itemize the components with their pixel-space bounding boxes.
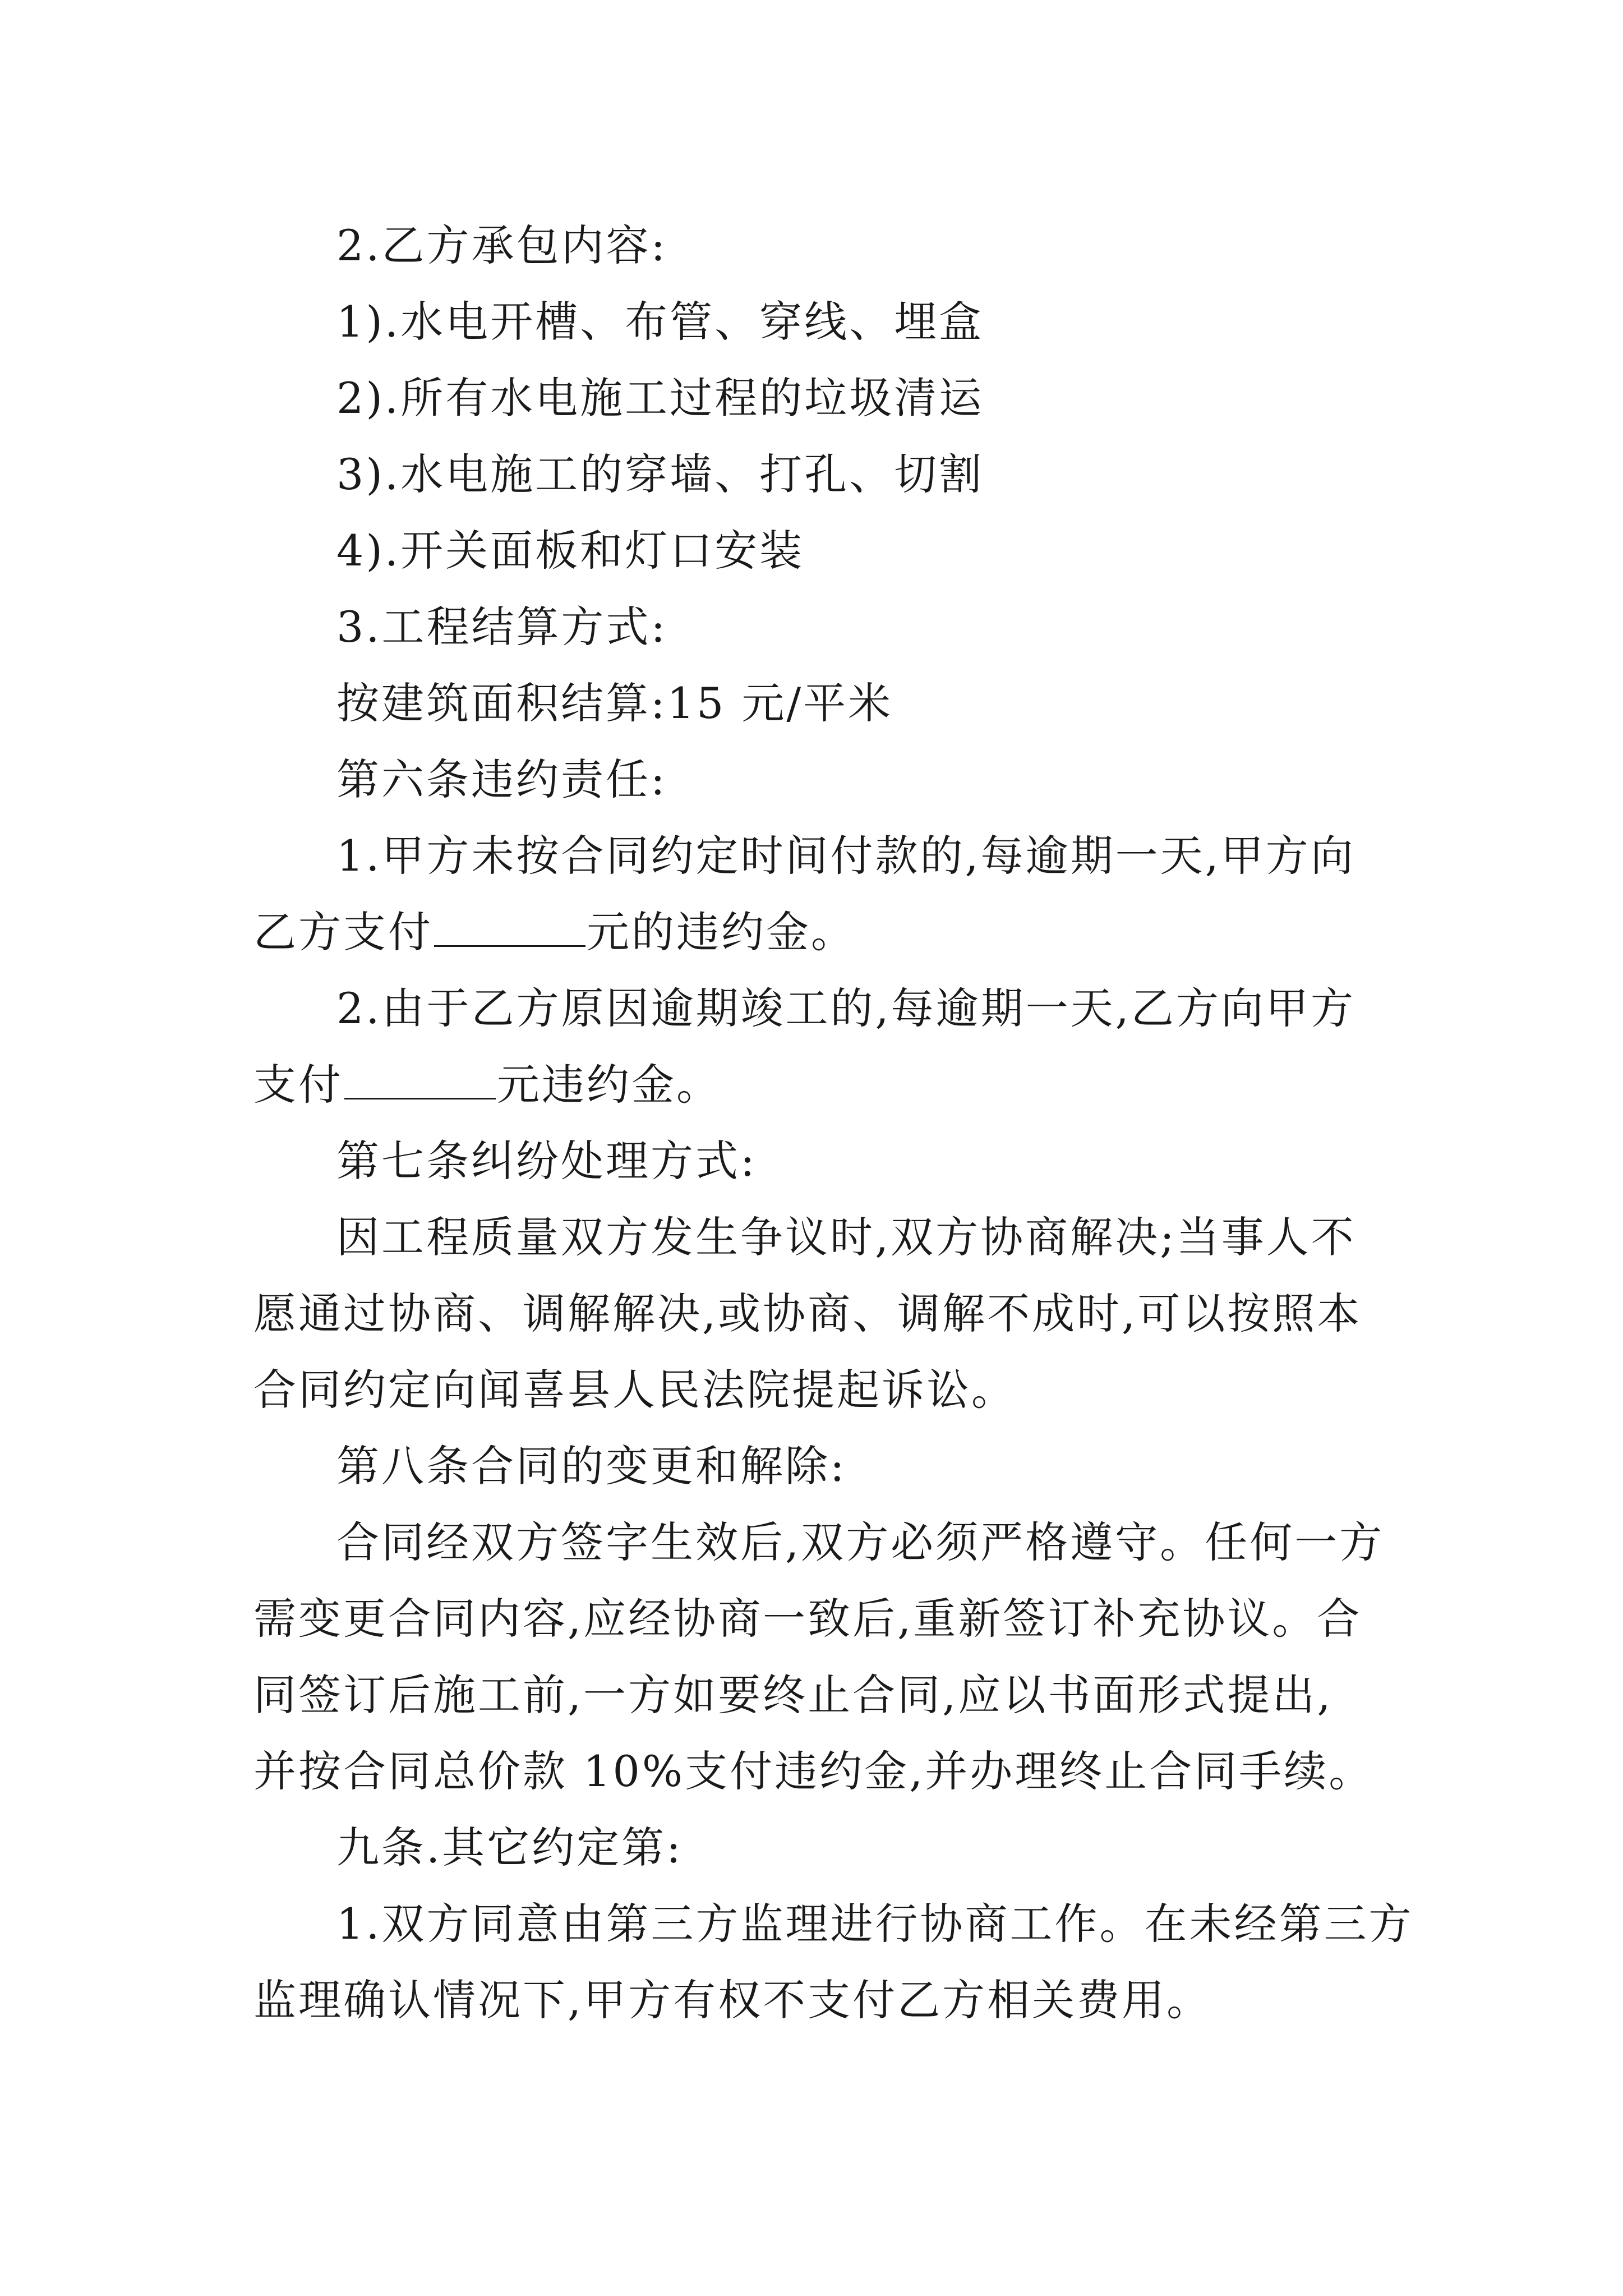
clause-line: 监理确认情况下,甲方有权不支付乙方相关费用。 [253, 1975, 1212, 2025]
clause-text: 乙方支付 [253, 907, 433, 957]
section-heading: 第七条纠纷处理方式: [336, 1136, 757, 1186]
clause-line: 3).水电施工的穿墙、打孔、切割 [336, 449, 984, 499]
clause-line: 1.双方同意由第三方监理进行协商工作。在未经第三方 [336, 1899, 1414, 1949]
clause-line: 4).开关面板和灯口安装 [336, 526, 805, 576]
clause-text: 元的违约金。 [587, 907, 856, 957]
clause-line [253, 904, 856, 960]
clause-line: 合同经双方签字生效后,双方必须严格遵守。任何一方 [336, 1517, 1385, 1567]
clause-line: 合同约定向闻喜县人民法院提起诉讼。 [253, 1365, 1016, 1415]
clause-line: 2).所有水电施工过程的垃圾清运 [336, 373, 984, 423]
clause-line: 2.由于乙方原因逾期竣工的,每逾期一天,乙方向甲方 [336, 983, 1355, 1033]
clause-line: 1.甲方未按合同约定时间付款的,每逾期一天,甲方向 [336, 831, 1355, 881]
clause-line: 需变更合同内容,应经协商一致后,重新签订补充协议。合 [253, 1594, 1362, 1644]
clause-line: 并按合同总价款 10%支付违约金,并办理终止合同手续。 [253, 1746, 1374, 1796]
clause-line: 愿通过协商、调解解决,或协商、调解不成时,可以按照本 [253, 1289, 1362, 1338]
clause-line [253, 1057, 721, 1113]
section-heading: 九条.其它约定第: [336, 1823, 683, 1872]
clause-text: 支付 [253, 1060, 343, 1110]
clause-line: 3.工程结算方式: [336, 602, 668, 652]
section-heading: 第八条合同的变更和解除: [336, 1441, 847, 1491]
clause-line: 同签订后施工前,一方如要终止合同,应以书面形式提出, [253, 1670, 1333, 1720]
clause-text: 元违约金。 [497, 1060, 721, 1110]
clause-line: 按建筑面积结算:15 元/平米 [336, 678, 893, 728]
section-heading: 第六条违约责任: [336, 754, 667, 804]
fill-blank [344, 1063, 496, 1099]
clause-line: 1).水电开槽、布管、穿线、埋盒 [336, 297, 984, 347]
clause-line: 因工程质量双方发生争议时,双方协商解决;当事人不 [336, 1212, 1356, 1262]
clause-line: 2.乙方承包内容: [336, 220, 668, 270]
fill-blank [434, 910, 585, 947]
